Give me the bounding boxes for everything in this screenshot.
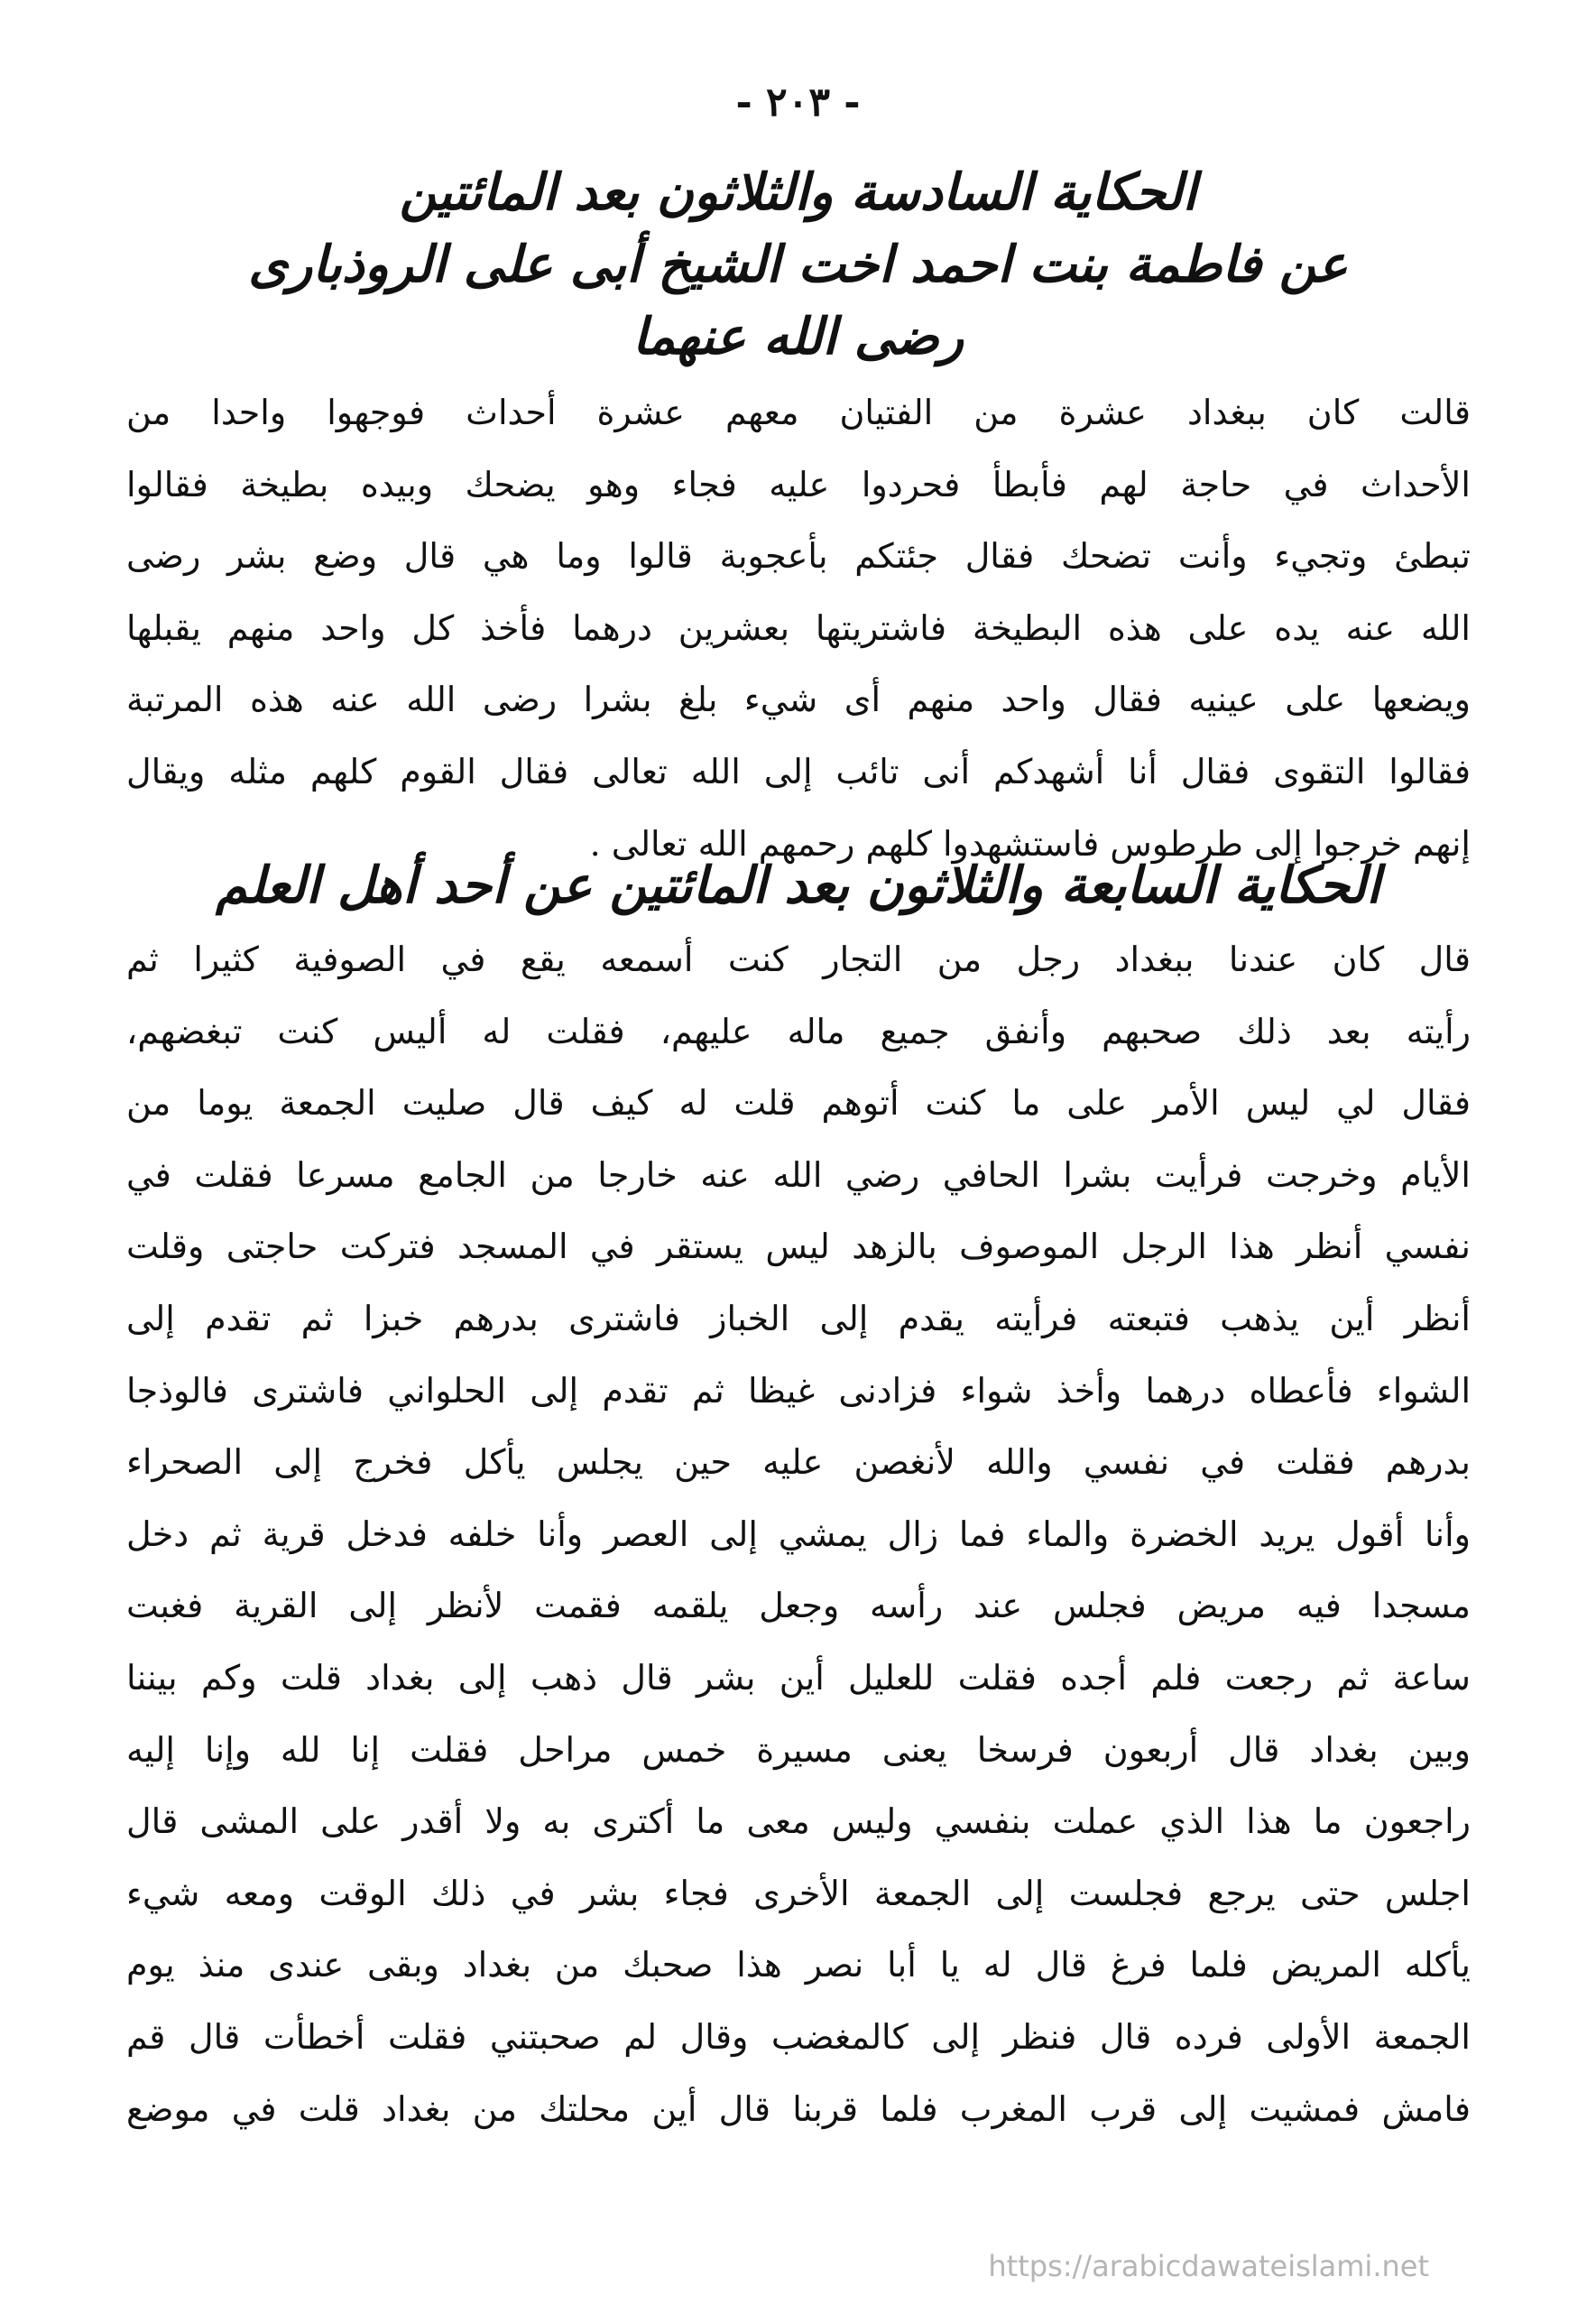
- body-line: الأحداث في حاجة لهم فأبطأ فحردوا عليه فجاء وهو يضحك وبيده بطيخة فقالوا: [126, 464, 1471, 504]
- body-line: قال كان عندنا ببغداد رجل من التجار كنت أسمعه يقع في الصوفية كثيرا ثم: [126, 939, 1471, 979]
- story-1-title-line-3: رضى الله عنهما: [632, 307, 964, 366]
- body-line: فقالوا التقوى فقال أنا أشهدكم أنى تائب إلى الله تعالى فقال القوم كلهم مثله ويقال: [126, 751, 1471, 791]
- story-1-title-line-2: عن فاطمة بنت احمد اخت الشيخ أبى على الروذبارى: [248, 235, 1348, 294]
- body-line: رأيته بعد ذلك صحبهم وأنفق جميع ماله عليهم، فقلت له أليس كنت تبغضهم،: [126, 1011, 1471, 1051]
- body-line: الشواء فأعطاه درهما وأخذ شواء فزادنى غيظا ثم تقدم إلى الحلواني فاشترى فالوذجا: [126, 1370, 1471, 1411]
- body-line: الله عنه يده على هذه البطيخة فاشتريتها بعشرين درهما فأخذ كل واحد منهم يقبلها: [126, 607, 1471, 648]
- body-line: قالت كان ببغداد عشرة من الفتيان معهم عشرة أحداث فوجهوا واحدا من: [126, 393, 1471, 432]
- body-line: مسجدا فيه مريض فجلس عند رأسه وجعل يلقمه فقمت لأنظر إلى القرية فغبت: [126, 1586, 1471, 1626]
- body-line: إنهم خرجوا إلى طرطوس فاستشهدوا كلهم رحمهم الله تعالى .: [589, 823, 1471, 864]
- body-line: فقال لي ليس الأمر على ما كنت أتوهم قلت له كيف قال صليت الجمعة يوما من: [126, 1083, 1471, 1124]
- body-line: بدرهم فقلت في نفسي والله لأنغصن عليه حين يجلس يأكل فخرج إلى الصحراء: [126, 1442, 1471, 1483]
- body-line: تبطئ وتجيء وأنت تضحك فقال جئتكم بأعجوبة قالوا وما هي قال وضع بشر رضى: [126, 536, 1471, 577]
- story-2-title: الحكاية السابعة والثلاثون بعد المائتين عن أحد أهل العلم: [216, 856, 1380, 915]
- body-line: راجعون ما هذا الذي عملت بنفسي وليس معى ما أكترى به ولا أقدر على المشى قال: [126, 1801, 1471, 1842]
- body-line: يأكله المريض فلما فرغ قال له يا أبا نصر هذا صحبك من بغداد وبقى عندى منذ يوم: [126, 1945, 1471, 1985]
- story-1-title-line-1: الحكاية السادسة والثلاثون بعد المائتين: [399, 162, 1197, 222]
- body-line: أنظر أين يذهب فتبعته فرأيته يقدم إلى الخباز فاشترى بدرهم خبزا ثم تقدم إلى: [126, 1298, 1471, 1338]
- page-number: - ٢٠٣ -: [735, 79, 861, 125]
- body-line: اجلس حتى يرجع فجلست إلى الجمعة الأخرى فجاء بشر في ذلك الوقت ومعه شيء: [126, 1873, 1471, 1913]
- body-line: الأيام وخرجت فرأيت بشرا الحافي رضي الله عنه خارجا من الجامع مسرعا فقلت في: [126, 1154, 1471, 1195]
- story-1-body: [126, 377, 1471, 880]
- body-line: وأنا أقول يريد الخضرة والماء فما زال يمشي إلى العصر وأنا خلفه فدخل قرية ثم دخل: [126, 1513, 1471, 1554]
- body-line: ساعة ثم رجعت فلم أجده فقلت للعليل أين بشر قال ذهب إلى بغداد قلت وكم بيننا: [126, 1657, 1471, 1698]
- body-line: نفسي أنظر هذا الرجل الموصوف بالزهد ليس يستقر في المسجد فتركت حاجتى وقلت: [126, 1226, 1471, 1267]
- body-line: وبين بغداد قال أربعون فرسخا يعنى مسيرة خمس مراحل فقلت إنا لله وإنا إليه: [126, 1729, 1471, 1770]
- body-line: الجمعة الأولى فرده قال فنظر إلى كالمغضب وقال لم صحبتني فقلت أخطأت قال قم: [126, 2016, 1471, 2057]
- body-line: فامش فمشيت إلى قرب المغرب فلما قربنا قال أين محلتك من بغداد قلت في موضع: [126, 2088, 1471, 2129]
- watermark: https://arabicdawateislami.net: [988, 2249, 1429, 2283]
- body-line: ويضعها على عينيه فقال واحد منهم أى شيء بلغ بشرا رضى الله عنه هذه المرتبة: [126, 680, 1471, 720]
- story-2-body: [126, 924, 1471, 2145]
